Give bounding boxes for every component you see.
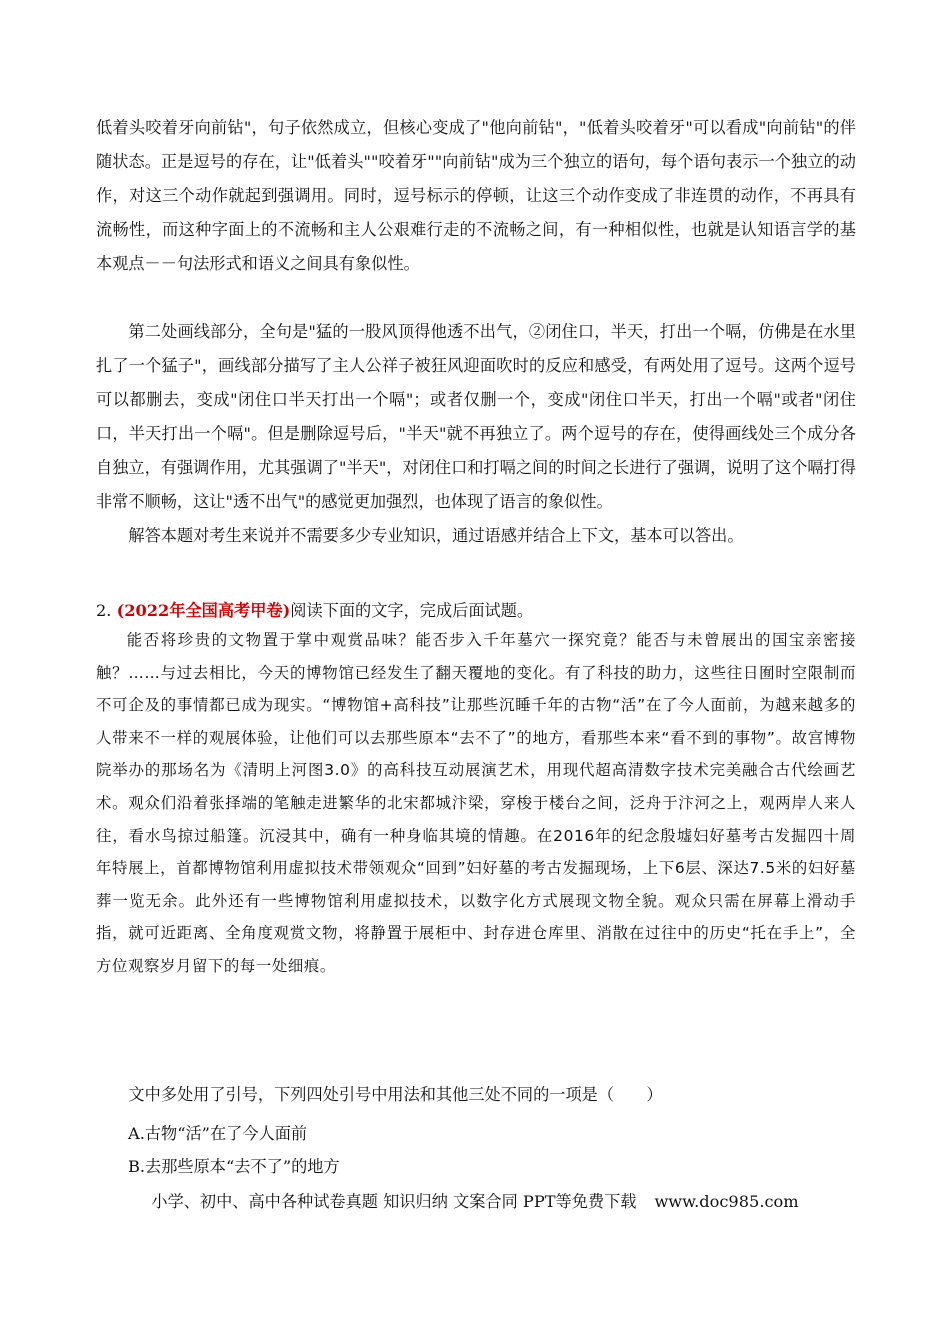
footer-site: www.doc985.com bbox=[654, 1192, 799, 1211]
question-source: (2022年全国高考甲卷) bbox=[116, 601, 291, 620]
analysis-paragraph-1: 低着头咬着牙向前钻"，句子依然成立，但核心变成了"他向前钻"，"低着头咬着牙"可以看成"向前钻"的伴随状态。正是逗号的存在，让"低着头""咬着牙""向前钻"成为三个独立的语句，每个语句表示一个独立的动作，对这三个动作就起到强调用。同时，逗号标示的停顿，让这三个动作变成了非连贯的动作，不再具有流畅性，而这种字面上的不流畅和主人公艰难行走的不流畅之间，有一种相似性，也就是认知语言学的基本观点－－句法形式和语义之间具有象似性。 bbox=[96, 118, 856, 273]
question-number: 2. bbox=[96, 601, 117, 620]
question-2-heading bbox=[96, 597, 856, 625]
option-a: A.古物“活”在了今人面前 bbox=[128, 1124, 308, 1143]
question-instruction: 阅读下面的文字，完成后面试题。 bbox=[290, 601, 534, 620]
analysis-paragraph-3: 解答本题对考生来说并不需要多少专业知识，通过语感并结合上下文，基本可以答出。 bbox=[128, 526, 744, 545]
reading-passage: 能否将珍贵的文物置于掌中观赏品味？能否步入千年墓穴一探究竟？能否与未曾展出的国宝亲密接触？……与过去相比，今天的博物馆已经发生了翻天覆地的变化。有了科技的助力，这些往日囿时空限制而不可企及的事情都已成为现实。“博物馆+高科技”让那些沉睡千年的古物“活”在了今人面前，为越来越多的人带来不一样的观展体验，让他们可以去那些原本“去不了”的地方，看那些本来“看不到的事物”。故宫博物院举办的那场名为《清明上河图3.0》的高科技互动展演艺术，用现代超高清数字技术完美融合古代绘画艺术。观众们沿着张择端的笔触走进繁华的北宋都城汴梁，穿梭于楼台之间，泛舟于汴河之上，观两岸人来人往，看水鸟掠过船篷。沉浸其中，确有一种身临其境的情趣。在2016年的纪念殷墟妇好墓考古发掘四十周年特展上，首都博物馆利用虚拟技术带领观众“回到”妇好墓的考古发掘现场，上下6层、深达7.5米的妇好墓葬一览无余。此外还有一些博物馆利用虚拟技术，以数字化方式展现文物全貌。观众只需在屏幕上滑动手指，就可近距离、全角度观赏文物，将静置于展柜中、封存进仓库里、消散在过往中的历史“托在手上”，全方位观察岁月留下的每一处细痕。 bbox=[96, 631, 856, 975]
analysis-paragraph-2: 第二处画线部分，全句是"猛的一股风顶得他透不出气，②闭住口，半天，打出一个嗝，仿佛是在水里扎了一个猛子"，画线部分描写了主人公祥子被狂风迎面吹时的反应和感受，有两处用了逗号。这两个逗号可以都删去，变成"闭住口半天打出一个嗝"；或者仅删一个，变成"闭住口半天，打出一个嗝"或者"闭住口，半天打出一个嗝"。但是删除逗号后，"半天"就不再独立了。两个逗号的存在，使得画线处三个成分各自独立，有强调作用，尤其强调了"半天"，对闭住口和打嗝之间的时间之长进行了强调，说明了这个嗝打得非常不顺畅，这让"透不出气"的感觉更加强烈，也体现了语言的象似性。 bbox=[96, 322, 856, 511]
question-prompt: 文中多处用了引号，下列四处引号中用法和其他三处不同的一项是（ ） bbox=[128, 1085, 663, 1104]
option-b: B.去那些原本“去不了”的地方 bbox=[128, 1157, 340, 1176]
page-footer bbox=[0, 1188, 950, 1216]
footer-text: 小学、初中、高中各种试卷真题 知识归纳 文案合同 PPT等免费下载 bbox=[151, 1192, 637, 1211]
